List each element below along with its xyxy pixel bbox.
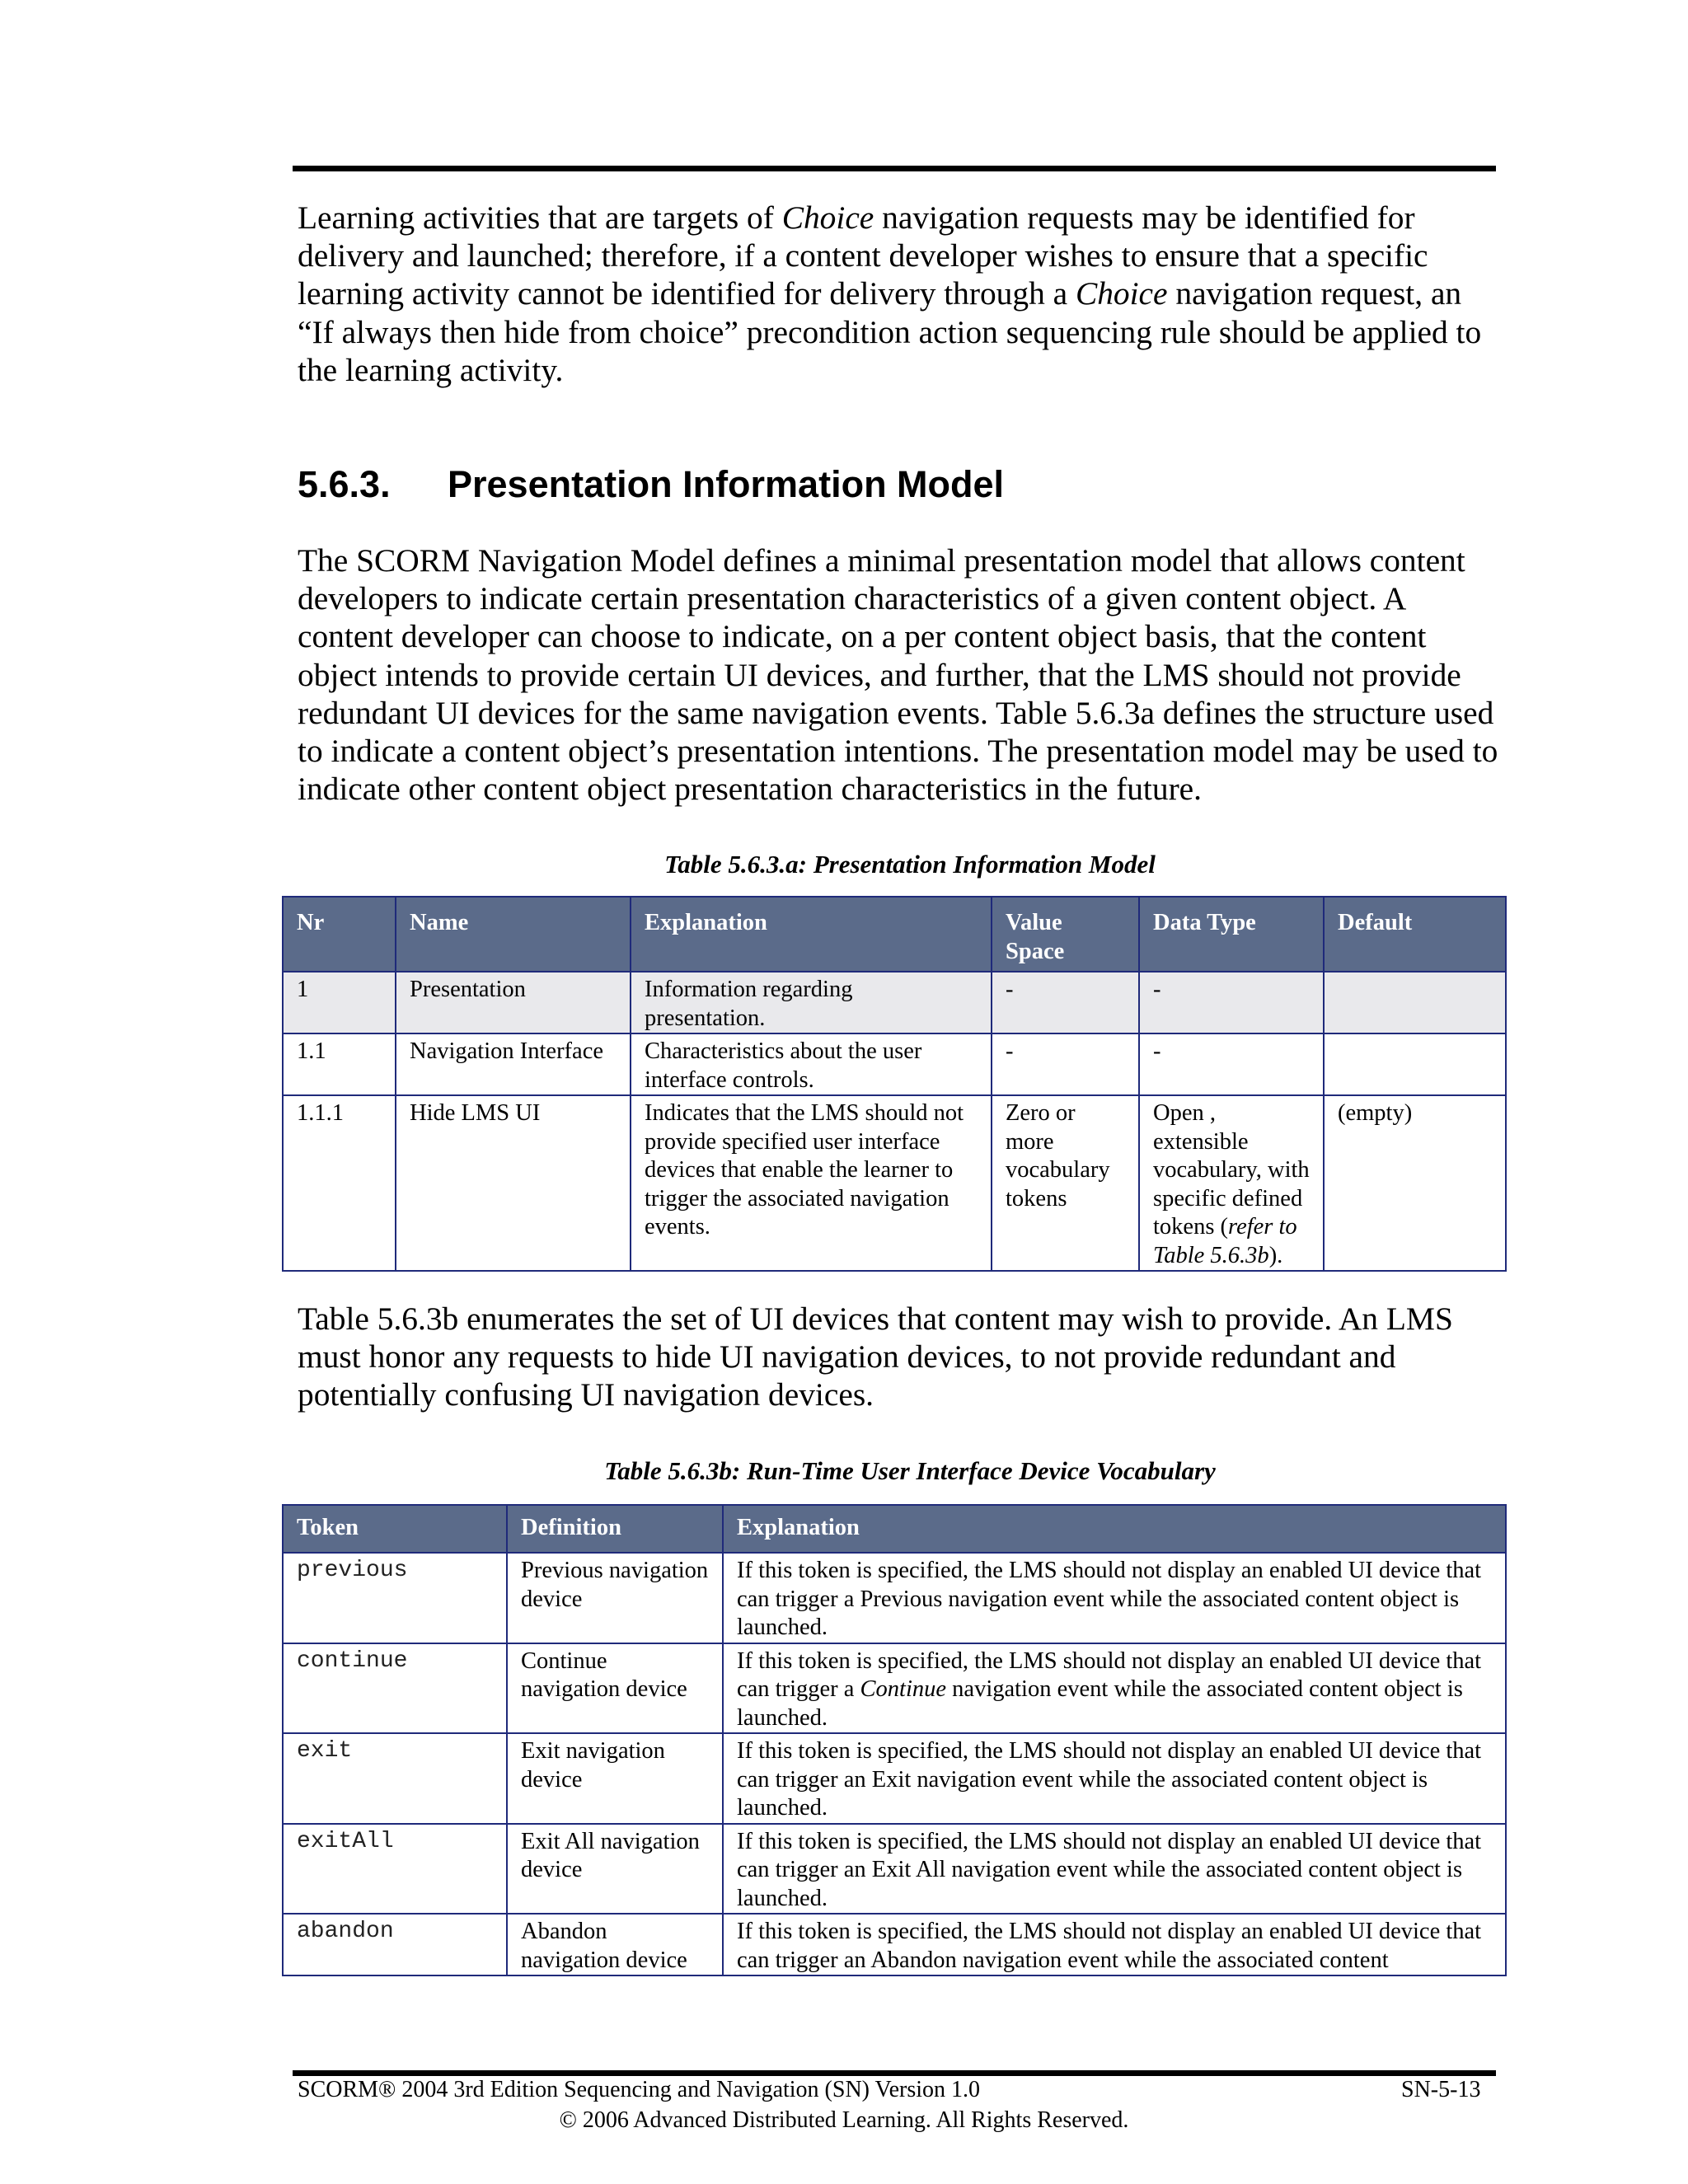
header-rule — [293, 166, 1496, 171]
ui-device-vocabulary-table — [282, 1504, 1507, 1976]
table-cell: 1 — [283, 972, 396, 1033]
text-run: navigation request, an “If always then hide from choice” precondition action sequencing rule should be applied to the learning activity. — [298, 275, 1482, 388]
table2-caption: Table 5.6.3b: Run-Time User Interface Device Vocabulary — [604, 1456, 1216, 1485]
column-header: Definition — [507, 1505, 723, 1553]
text-run: If this token is specified, the LMS should not display an enabled UI device that can trigger a — [737, 1647, 1482, 1702]
footer-copyright: © 2006 Advanced Distributed Learning. All Rights Reserved. — [559, 2107, 1129, 2133]
token-cell: continue — [283, 1643, 507, 1734]
table-cell: Indicates that the LMS should not provide specified user interface devices that enable the learner to trigger the associated navigation events. — [631, 1095, 992, 1271]
section-title: Presentation Information Model — [448, 463, 1005, 505]
table-cell: 1.1.1 — [283, 1095, 396, 1271]
table-cell — [1324, 1033, 1506, 1095]
footer-document-title: SCORM® 2004 3rd Edition Sequencing and Navigation (SN) Version 1.0 — [298, 2077, 981, 2102]
table-header-row — [283, 1505, 1506, 1553]
table-row — [283, 1553, 1506, 1643]
explanation-cell: If this token is specified, the LMS should not display an enabled UI device that can trigger an Exit All navigation event while the associated content object is launched. — [723, 1824, 1506, 1915]
table-cell: Hide LMS UI — [396, 1095, 631, 1271]
table-cell: Information regarding presentation. — [631, 972, 992, 1033]
table1-caption: Table 5.6.3.a: Presentation Information Model — [664, 850, 1156, 879]
explanation-cell — [723, 1643, 1506, 1734]
explanation-cell: If this token is specified, the LMS should not display an enabled UI device that can trigger an Exit navigation event while the associated content object is launched. — [723, 1733, 1506, 1824]
definition-cell: Exit navigation device — [507, 1733, 723, 1824]
definition-cell: Continue navigation device — [507, 1643, 723, 1734]
text-run: navigation event while the associated content object is launched. — [737, 1676, 1463, 1731]
table-cell: Characteristics about the user interface controls. — [631, 1033, 992, 1095]
footer-page-number: SN-5-13 — [1401, 2077, 1481, 2102]
column-header: Value Space — [992, 897, 1139, 972]
column-header: Default — [1324, 897, 1506, 972]
table-cell: - — [1139, 972, 1324, 1033]
section-heading — [298, 462, 1004, 508]
vocabulary-paragraph: Table 5.6.3b enumerates the set of UI devices that content may wish to provide. An LMS must honor any requests to hide UI navigation devices, to not provide redundant and potentially confusing UI navigation devices. — [298, 1301, 1453, 1413]
column-header: Name — [396, 897, 631, 972]
table-cell — [1324, 972, 1506, 1033]
table-row — [283, 1733, 1506, 1824]
table-cell: Navigation Interface — [396, 1033, 631, 1095]
table-reference-link: refer to Table 5.6.3b — [1153, 1214, 1297, 1268]
token-cell: exit — [283, 1733, 507, 1824]
table-row — [283, 972, 1506, 1033]
token-cell: previous — [283, 1553, 507, 1643]
table-header-row — [283, 897, 1506, 972]
table-row — [283, 1824, 1506, 1915]
intro-paragraph — [298, 199, 1501, 389]
table-cell: - — [1139, 1033, 1324, 1095]
table-row — [283, 1095, 1506, 1271]
explanation-cell: If this token is specified, the LMS should not display an enabled UI device that can trigger a Previous navigation event while the associated content object is launched. — [723, 1553, 1506, 1643]
text-run: Open , extensible vocabulary, with specific defined tokens ( — [1153, 1100, 1310, 1240]
explanation-cell: If this token is specified, the LMS should not display an enabled UI device that can trigger an Abandon navigation event while the associated content — [723, 1914, 1506, 1975]
column-header: Explanation — [723, 1505, 1506, 1553]
presentation-information-table — [282, 896, 1507, 1272]
column-header: Token — [283, 1505, 507, 1553]
column-header: Data Type — [1139, 897, 1324, 972]
definition-cell: Exit All navigation device — [507, 1824, 723, 1915]
section-number: 5.6.3. — [298, 463, 391, 505]
emphasis-choice: Choice — [781, 199, 874, 236]
emphasis-choice: Choice — [1075, 275, 1168, 312]
table-row — [283, 1643, 1506, 1734]
definition-cell: Previous navigation device — [507, 1553, 723, 1643]
table-cell: 1.1 — [283, 1033, 396, 1095]
table-cell: - — [992, 1033, 1139, 1095]
table-cell: Presentation — [396, 972, 631, 1033]
table-cell: Zero or more vocabulary tokens — [992, 1095, 1139, 1271]
table-row — [283, 1033, 1506, 1095]
emphasis-continue: Continue — [860, 1676, 947, 1702]
table-cell: - — [992, 972, 1139, 1033]
table-cell — [1139, 1095, 1324, 1271]
token-cell: abandon — [283, 1914, 507, 1975]
token-cell: exitAll — [283, 1824, 507, 1915]
table-row — [283, 1914, 1506, 1975]
model-paragraph: The SCORM Navigation Model defines a minimal presentation model that allows content developers to indicate certain presentation characteristics of a given content object. A content developer can choose to indicate, on a per content object basis, that the content object intends to provide certain UI devices, and further, that the LMS should not provide redundant UI devices for the same navigation events. Table 5.6.3a defines the structure used to indicate a content object’s presentation intentions. The presentation model may be used to indicate other content object presentation characteristics in the future. — [298, 542, 1498, 808]
column-header: Nr — [283, 897, 396, 972]
text-run: Learning activities that are targets of — [298, 199, 782, 236]
text-run: ). — [1268, 1242, 1283, 1268]
definition-cell: Abandon navigation device — [507, 1914, 723, 1975]
table-cell: (empty) — [1324, 1095, 1506, 1271]
text-run: navigation requests may be identified for delivery and launched; therefore, if a content developer wishes to ensure that a specific learning activity cannot be identified for delivery through a — [298, 199, 1428, 312]
column-header: Explanation — [631, 897, 992, 972]
